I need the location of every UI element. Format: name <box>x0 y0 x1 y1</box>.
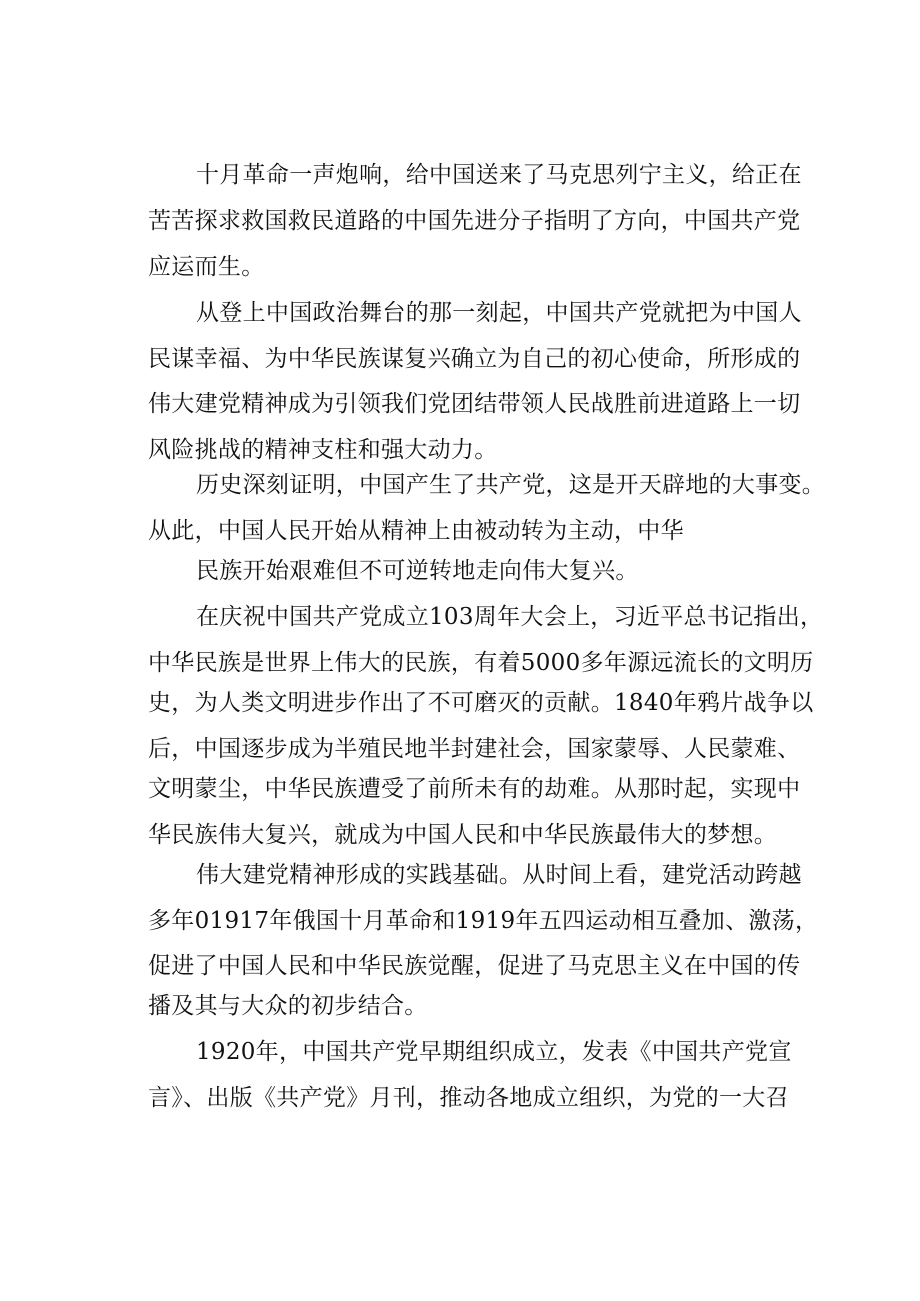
paragraph-line: 文明蒙尘，中华民族遭受了前所未有的劫难。从那时起，实现中 <box>148 776 801 802</box>
paragraph-line: 历史深刻证明，中国产生了共产党，这是开天辟地的大事变。 <box>196 472 826 498</box>
paragraph-line: 史，为人类文明进步作出了不可磨灭的贡献。1840年鸦片战争以 <box>148 690 814 716</box>
paragraph-line: 华民族伟大复兴，就成为中国人民和中华民族最伟大的梦想。 <box>148 822 778 848</box>
paragraph-line: 民谋幸福、为中华民族谋复兴确立为自己的初心使命，所形成的 <box>148 346 801 372</box>
paragraph-line: 伟大建党精神成为引领我们党团结带领人民战胜前进道路上一切 <box>148 391 801 417</box>
paragraph-line: 言》、出版《共产党》月刊，推动各地成立组织，为党的一大召 <box>148 1085 789 1111</box>
paragraph-line: 后，中国逐步成为半殖民地半封建社会，国家蒙辱、人民蒙难、 <box>148 736 801 762</box>
paragraph-line: 从此，中国人民开始从精神上由被动转为主动，中华 <box>148 518 684 544</box>
paragraph-line: 应运而生。 <box>148 254 265 280</box>
paragraph-line: 十月革命一声炮响，给中国送来了马克思列宁主义，给正在 <box>196 162 802 188</box>
paragraph-line: 多年01917年俄国十月革命和1919年五四运动相互叠加、激荡， <box>148 908 819 934</box>
paragraph-line: 在庆祝中国共产党成立103周年大会上，习近平总书记指出， <box>196 604 824 630</box>
paragraph-line: 中华民族是世界上伟大的民族，有着5000多年源远流长的文明历 <box>148 650 814 676</box>
paragraph-line: 伟大建党精神形成的实践基础。从时间上看，建党活动跨越 <box>196 862 802 888</box>
paragraph-line: 民族开始艰难但不可逆转地走向伟大复兴。 <box>196 558 639 584</box>
paragraph-line: 苦苦探求救国救民道路的中国先进分子指明了方向，中国共产党 <box>148 208 801 234</box>
paragraph-line: 从登上中国政治舞台的那一刻起，中国共产党就把为中国人 <box>196 300 802 326</box>
paragraph-line: 播及其与大众的初步结合。 <box>148 993 428 1019</box>
paragraph-line: 风险挑战的精神支柱和强大动力。 <box>148 437 498 463</box>
paragraph-line: 促进了中国人民和中华民族觉醒，促进了马克思主义在中国的传 <box>148 953 801 979</box>
paragraph-line: 1920年，中国共产党早期组织成立，发表《中国共产党宣 <box>196 1039 792 1065</box>
